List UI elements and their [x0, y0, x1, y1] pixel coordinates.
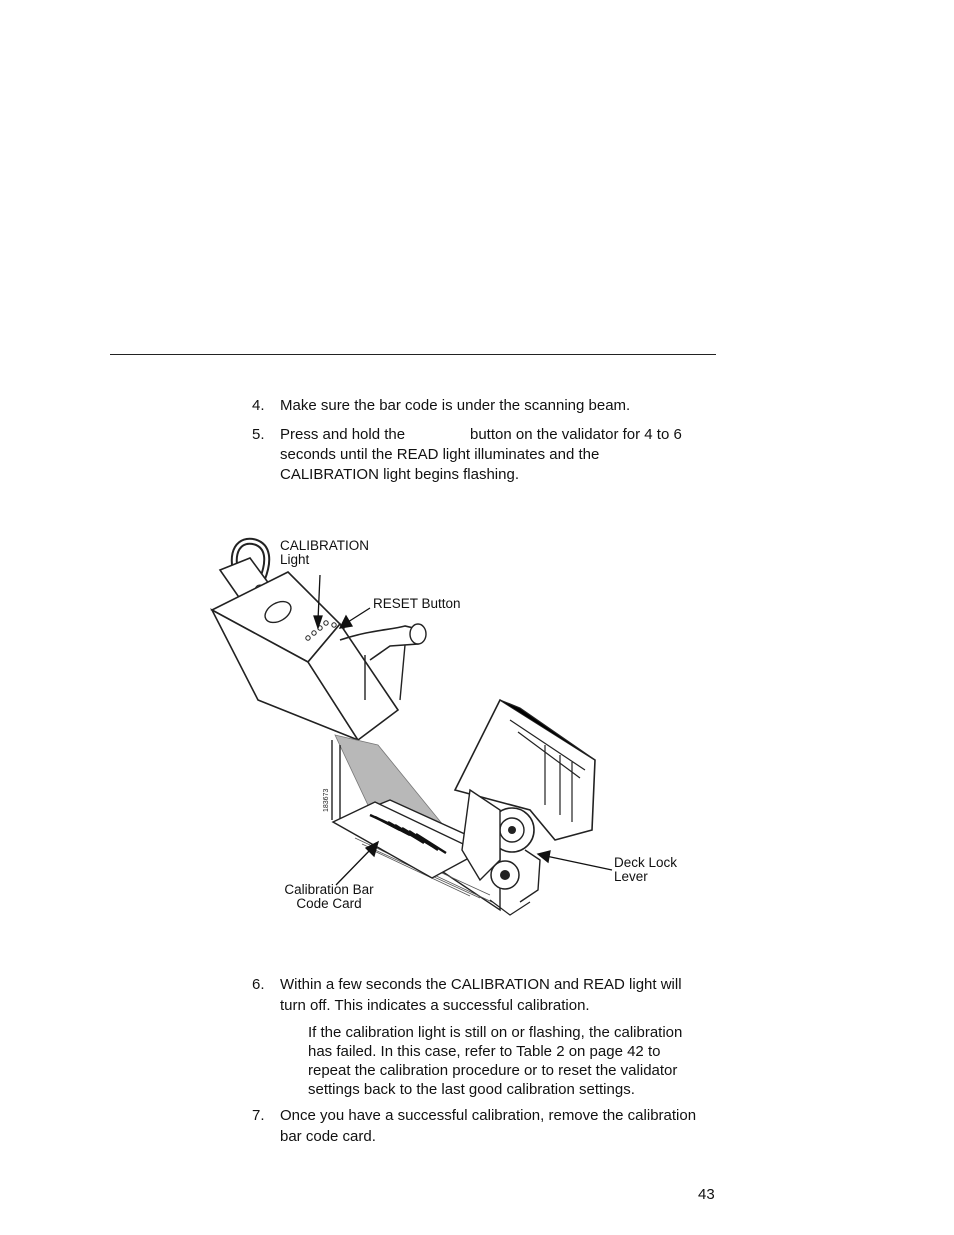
step-text-line: Once you have a successful calibration, remove the calibration: [280, 1107, 697, 1124]
note-line: has failed. In this case, refer to Table 2 on page 42 to: [308, 1043, 661, 1060]
step-text: [280, 425, 720, 485]
step-number: 6.: [252, 976, 265, 993]
note-line: settings back to the last good calibration settings.: [308, 1081, 635, 1098]
step-text: [280, 974, 720, 1016]
step-text-line: Within a few seconds the CALIBRATION and READ light will: [280, 976, 682, 993]
callout-line: CALIBRATION: [280, 538, 370, 553]
calibration-failed-note: [308, 1023, 718, 1099]
header-rule: [110, 354, 716, 355]
callout-line: Lever: [614, 869, 648, 884]
step-number: 4.: [252, 397, 265, 414]
step-text: Make sure the bar code is under the scanning beam.: [280, 397, 631, 414]
step-5: [252, 425, 722, 485]
step-text-line: CALIBRATION light begins flashing.: [280, 466, 519, 483]
callout-calibration-light: [280, 539, 369, 567]
step-text: [280, 1105, 720, 1147]
note-line: If the calibration light is still on or flashing, the calibration: [308, 1024, 683, 1041]
callout-calibration-card: [282, 883, 376, 911]
step-number: 7.: [252, 1107, 265, 1124]
step-text-line: turn off. This indicates a successful calibration.: [280, 997, 590, 1014]
step-number: 5.: [252, 426, 265, 443]
callout-line: Code Card: [296, 896, 362, 911]
callout-deck-lock-lever: [614, 856, 677, 884]
page-number: 43: [698, 1186, 715, 1203]
step-text-line: seconds until the READ light illuminates and the: [280, 446, 600, 463]
step-text-line: Press and hold the: [280, 426, 406, 443]
callout-line: Light: [280, 552, 310, 567]
callout-line: Calibration Bar: [284, 882, 374, 897]
note-line: repeat the calibration procedure or to reset the validator: [308, 1062, 678, 1079]
step-text-line: bar code card.: [280, 1128, 376, 1145]
callout-reset-button: RESET Button: [373, 596, 461, 611]
callout-line: Deck Lock: [614, 855, 678, 870]
figure-id: 183673: [323, 788, 330, 812]
step-text-line: button on the validator for 4 to 6: [470, 426, 682, 443]
validator-illustration: [200, 530, 620, 925]
